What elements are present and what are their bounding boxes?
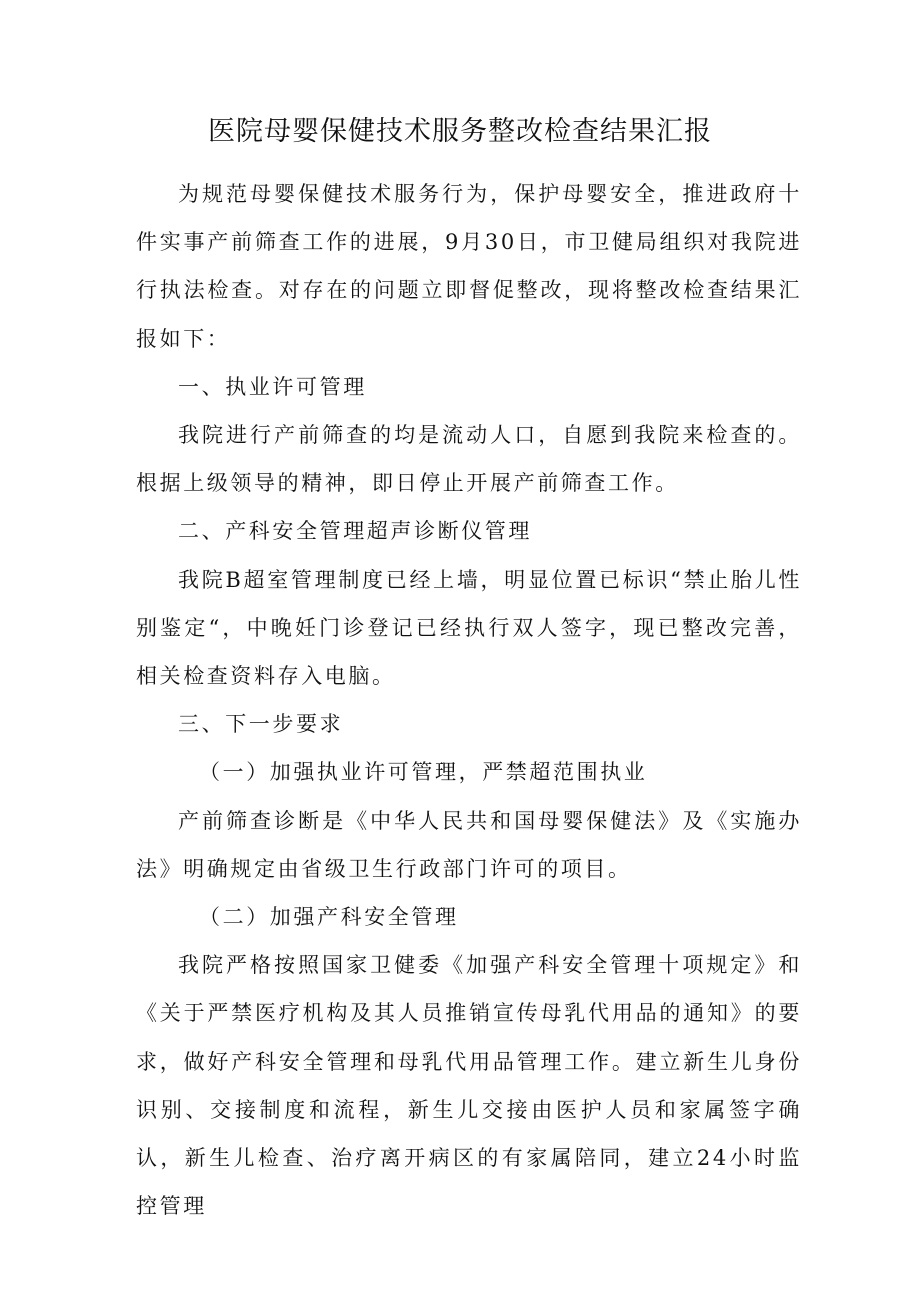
document-title: 医院母婴保健技术服务整改检查结果汇报 xyxy=(208,116,712,147)
subheading-obstetric-safety: （二）加强产科安全管理 xyxy=(199,905,459,930)
obstetric-safety-paragraph: 我院严格按照国家卫健委《加强产科安全管理十项规定》和《关于严禁医疗机构及其人员推销宣传母乳代用品的通知》的要求，做好产科安全管理和母乳代用品管理工作。建立新生儿身份识别、交接制度和流程，新生儿交接由医护人员和家属签字确认，新生儿检查、治疗离开病区的有家属陪同，建立24小时监控管理 xyxy=(136,953,802,1219)
document-body xyxy=(136,170,802,1230)
screening-paragraph: 产前筛查诊断是《中华人民共和国母婴保健法》及《实施办法》明确规定由省级卫生行政部门许可的项目。 xyxy=(136,808,802,881)
section-heading-next-steps: 三、下一步要求 xyxy=(178,712,344,737)
section-heading-license: 一、执业许可管理 xyxy=(178,374,367,399)
subheading-license-management: （一）加强执业许可管理，严禁超范围执业 xyxy=(199,760,648,785)
license-paragraph: 我院进行产前筛查的均是流动人口，自愿到我院来检查的。根据上级领导的精神，即日停止开展产前筛查工作。 xyxy=(136,423,802,496)
section-heading-obstetric-ultrasound: 二、产科安全管理超声诊断仪管理 xyxy=(178,519,532,544)
ultrasound-paragraph: 我院B超室管理制度已经上墙，明显位置已标识“禁止胎儿性别鉴定“，中晚妊门诊登记已经执行双人签字，现已整改完善，相关检查资料存入电脑。 xyxy=(136,567,802,689)
intro-paragraph: 为规范母婴保健技术服务行为，保护母婴安全，推进政府十件实事产前筛查工作的进展，9月30日，市卫健局组织对我院进行执法检查。对存在的问题立即督促整改，现将整改检查结果汇报如下： xyxy=(136,182,802,351)
